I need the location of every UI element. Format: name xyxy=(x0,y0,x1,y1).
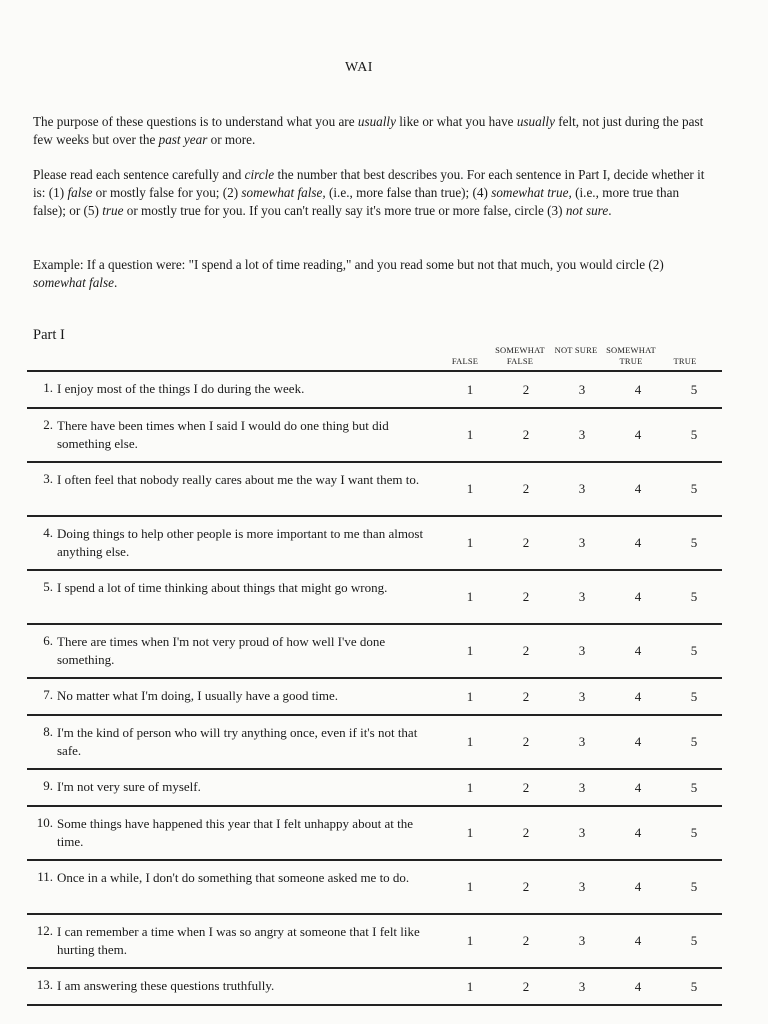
response-option-2[interactable]: 2 xyxy=(522,643,530,658)
response-option-1[interactable]: 1 xyxy=(466,535,474,550)
response-option-4[interactable]: 4 xyxy=(634,535,642,550)
response-option-1[interactable]: 1 xyxy=(466,779,474,795)
response-option-3[interactable]: 3 xyxy=(578,535,586,550)
item-statement: I can remember a time when I was so angry at someone that I felt like hurting them. xyxy=(57,924,420,957)
table-row xyxy=(27,806,722,860)
response-option-1[interactable]: 1 xyxy=(466,825,474,840)
response-option-1[interactable]: 1 xyxy=(466,734,474,749)
response-option-3[interactable]: 3 xyxy=(578,978,586,994)
response-option-3[interactable]: 3 xyxy=(578,427,586,442)
item-statement: I'm not very sure of myself. xyxy=(57,779,201,794)
response-option-1[interactable]: 1 xyxy=(466,427,474,442)
response-option-5[interactable]: 5 xyxy=(690,978,698,994)
response-option-5[interactable]: 5 xyxy=(690,879,698,894)
response-option-4[interactable]: 4 xyxy=(634,825,642,840)
response-option-3[interactable]: 3 xyxy=(578,879,586,894)
column-header-false: FALSE xyxy=(451,356,479,366)
item-number: 9. xyxy=(43,778,53,793)
response-option-3[interactable]: 3 xyxy=(578,933,586,948)
intro-paragraph-instructions: Please read each sentence carefully and circle the number that best describes you. For each sentence in Part I, decide whether it is: (1) false or mostly false for you; (2) somewhat false, (i.e., more false than true); (4) somewhat true, (i.e., more true than false); or (5) true or mostly true for you. If you can't really say it's more true or more false, circle (3) not sure. xyxy=(33,167,705,218)
column-header-not-sure: NOT SURE xyxy=(554,345,598,355)
response-option-5[interactable]: 5 xyxy=(690,381,698,397)
response-option-5[interactable]: 5 xyxy=(690,779,698,795)
item-statement: I spend a lot of time thinking about things that might go wrong. xyxy=(57,580,388,595)
item-number: 3. xyxy=(43,471,53,486)
response-option-1[interactable]: 1 xyxy=(466,978,474,994)
item-number: 2. xyxy=(43,417,53,432)
response-option-4[interactable]: 4 xyxy=(634,381,642,397)
response-option-4[interactable]: 4 xyxy=(634,734,642,749)
table-row xyxy=(27,968,722,1005)
response-option-1[interactable]: 1 xyxy=(466,381,474,397)
response-option-2[interactable]: 2 xyxy=(522,879,530,894)
response-option-2[interactable]: 2 xyxy=(522,825,530,840)
response-option-2[interactable]: 2 xyxy=(522,688,530,704)
response-option-2[interactable]: 2 xyxy=(522,779,530,795)
table-row xyxy=(27,516,722,570)
table-row xyxy=(27,570,722,624)
response-option-5[interactable]: 5 xyxy=(690,535,698,550)
page-title: WAI xyxy=(345,60,373,75)
item-statement: There are times when I'm not very proud of how well I've done something. xyxy=(57,634,386,667)
table-row xyxy=(27,624,722,678)
response-option-3[interactable]: 3 xyxy=(578,589,586,604)
column-header-somewhat-true: SOMEWHAT TRUE xyxy=(606,345,656,366)
response-option-3[interactable]: 3 xyxy=(578,779,586,795)
table-row xyxy=(27,914,722,968)
response-option-2[interactable]: 2 xyxy=(522,734,530,749)
item-statement: Once in a while, I don't do something that someone asked me to do. xyxy=(57,870,410,885)
table-row xyxy=(27,462,722,516)
response-option-1[interactable]: 1 xyxy=(466,589,474,604)
table-row xyxy=(27,408,722,462)
item-number: 10. xyxy=(36,815,53,830)
response-option-1[interactable]: 1 xyxy=(466,481,474,496)
item-number: 11. xyxy=(37,869,53,884)
response-option-2[interactable]: 2 xyxy=(522,481,530,496)
response-option-5[interactable]: 5 xyxy=(690,643,698,658)
response-option-3[interactable]: 3 xyxy=(578,825,586,840)
response-option-3[interactable]: 3 xyxy=(578,734,586,749)
response-option-1[interactable]: 1 xyxy=(466,688,474,704)
item-statement: Doing things to help other people is more important to me than almost anything else. xyxy=(57,526,424,559)
response-option-5[interactable]: 5 xyxy=(690,734,698,749)
item-statement: I enjoy most of the things I do during the week. xyxy=(57,381,305,396)
response-option-2[interactable]: 2 xyxy=(522,427,530,442)
item-number: 7. xyxy=(43,687,53,702)
column-header-somewhat-false: SOMEWHAT FALSE xyxy=(495,345,545,366)
response-option-4[interactable]: 4 xyxy=(634,978,642,994)
item-number: 5. xyxy=(43,579,53,594)
table-row xyxy=(27,371,722,408)
item-statement: I am answering these questions truthfully. xyxy=(57,978,275,993)
response-option-2[interactable]: 2 xyxy=(522,978,530,994)
table-row xyxy=(27,860,722,914)
item-number: 4. xyxy=(43,525,53,540)
table-row xyxy=(27,678,722,715)
item-number: 12. xyxy=(36,923,53,938)
response-option-5[interactable]: 5 xyxy=(690,427,698,442)
response-option-4[interactable]: 4 xyxy=(634,779,642,795)
item-statement: I'm the kind of person who will try anything once, even if it's not that safe. xyxy=(57,725,418,758)
items-table xyxy=(27,370,722,1006)
item-number: 8. xyxy=(43,724,53,739)
response-option-3[interactable]: 3 xyxy=(578,688,586,704)
column-header-true: TRUE xyxy=(673,356,697,366)
response-option-1[interactable]: 1 xyxy=(466,643,474,658)
response-option-5[interactable]: 5 xyxy=(690,589,698,604)
response-option-4[interactable]: 4 xyxy=(634,933,642,948)
response-option-5[interactable]: 5 xyxy=(690,933,698,948)
response-option-5[interactable]: 5 xyxy=(690,688,698,704)
response-option-1[interactable]: 1 xyxy=(466,879,474,894)
response-option-2[interactable]: 2 xyxy=(522,535,530,550)
intro-paragraph-example: Example: If a question were: "I spend a lot of time reading," and you read some but not that much, you would circle (2) somewhat false. xyxy=(33,257,664,290)
item-number: 1. xyxy=(43,380,53,395)
response-option-4[interactable]: 4 xyxy=(634,879,642,894)
response-option-3[interactable]: 3 xyxy=(578,381,586,397)
response-option-4[interactable]: 4 xyxy=(634,643,642,658)
intro-paragraph-purpose: The purpose of these questions is to understand what you are usually like or what you have usually felt, not just during the past few weeks but over the past year or more. xyxy=(33,114,704,147)
response-option-4[interactable]: 4 xyxy=(634,427,642,442)
response-option-3[interactable]: 3 xyxy=(578,481,586,496)
item-statement: There have been times when I said I would do one thing but did something else. xyxy=(57,418,389,451)
item-statement: I often feel that nobody really cares about me the way I want them to. xyxy=(57,472,420,487)
item-statement: No matter what I'm doing, I usually have a good time. xyxy=(57,688,339,703)
item-number: 6. xyxy=(43,633,53,648)
response-option-4[interactable]: 4 xyxy=(634,589,642,604)
table-row xyxy=(27,715,722,769)
response-option-5[interactable]: 5 xyxy=(690,481,698,496)
response-option-2[interactable]: 2 xyxy=(522,589,530,604)
response-option-1[interactable]: 1 xyxy=(466,933,474,948)
table-row xyxy=(27,769,722,806)
response-option-4[interactable]: 4 xyxy=(634,481,642,496)
response-option-3[interactable]: 3 xyxy=(578,643,586,658)
response-option-4[interactable]: 4 xyxy=(634,688,642,704)
item-statement: Some things have happened this year that I felt unhappy about at the time. xyxy=(57,816,413,849)
response-option-5[interactable]: 5 xyxy=(690,825,698,840)
response-option-2[interactable]: 2 xyxy=(522,933,530,948)
item-number: 13. xyxy=(36,977,53,992)
part-label: Part I xyxy=(33,327,65,343)
response-option-2[interactable]: 2 xyxy=(522,381,530,397)
